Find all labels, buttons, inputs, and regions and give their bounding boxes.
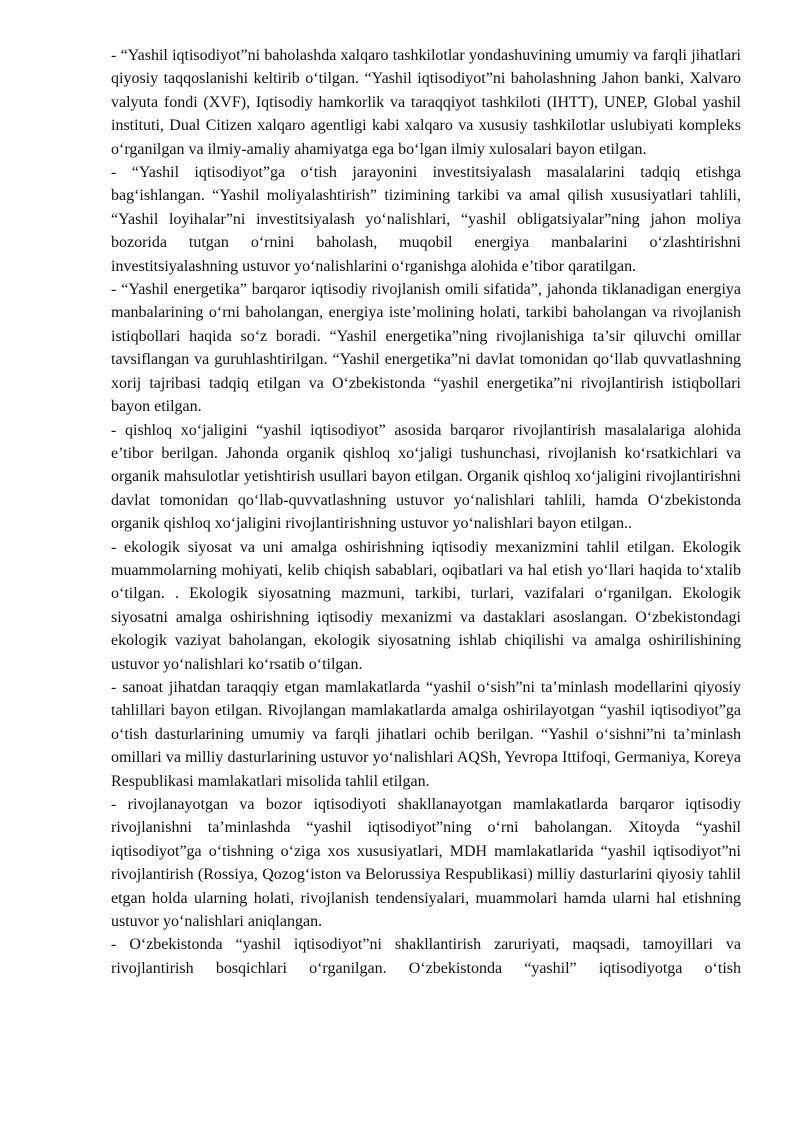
- paragraph-green-energy: - “Yashil energetika” barqaror iqtisodiy rivojlanish omili sifatida”, jahonda tiklanadigan energiya manbalarining o‘rni baholangan, energiya iste’molining holati, tarkibi baholangan va rivojlanish istiqbollari haqida so‘z boradi. “Yashil energetika”ning rivojlanishiga ta’sir qiluvchi omillar tavsiflangan va guruhlashtirilgan. “Yashil energetika”ni davlat tomonidan qo‘llab quvvatlashning xorij tajribasi tadqiq etilgan va O‘zbekistonda “yashil energetika”ni rivojlantirish istiqbollari bayon etilgan.: [111, 281, 741, 416]
- paragraph-developing-countries: - rivojlanayotgan va bozor iqtisodiyoti shakllanayotgan mamlakatlarda barqaror iqtisodiy rivojlanishni ta’minlashda “yashil iqtisodiyot”ning o‘rni baholangan. Xitoyda “yashil iqtisodiyot”ga o‘tishning o‘ziga xos xususiyatlari, MDH mamlakatlarida “yashil iqtisodiyot”ni rivojlantirish (Rossiya, Qozog‘iston va Belorussiya Respublikasi) milliy dasturlarini qiyosiy tahlil etgan holda ularning holati, rivojlanish tendensiyalari, muammolari hamda ularni hal etishning ustuvor yo‘nalishlari aniqlangan.: [111, 796, 741, 931]
- paragraph-green-economy-assessment: - “Yashil iqtisodiyot”ni baholashda xalqaro tashkilotlar yondashuvining umumiy va farqli jihatlari qiyosiy taqqoslanishi keltirib o‘tilgan. “Yashil iqtisodiyot”ni baholashning Jahon banki, Xalvaro valyuta fondi (XVF), Iqtisodiy hamkorlik va taraqqiyot tashkiloti (IHTT), UNEP, Global yashil instituti, Dual Citizen xalqaro agentligi kabi xalqaro va xususiy tashkilotlar uslubiyati kompleks o‘rganilgan va ilmiy-amaliy ahamiyatga ega bo‘lgan ilmiy xulosalari bayon etilgan.: [111, 47, 741, 158]
- paragraph-organic-agriculture: - qishloq xo‘jaligini “yashil iqtisodiyot” asosida barqaror rivojlantirish masalalariga alohida e’tibor berilgan. Jahonda organik qishloq xo‘jaligi tushunchasi, rivojlanish ko‘rsatkichlari va organik mahsulotlar yetishtirish usullari bayon etilgan. Organik qishloq xo‘jaligini rivojlantirishni davlat tomonidan qo‘llab-quvvatlashning ustuvor yo‘nalishlari tahlili, hamda O‘zbekistonda organik qishloq xo‘jaligini rivojlantirishning ustuvor yo‘nalishlari bayon etilgan..: [111, 421, 741, 533]
- paragraph-ecological-policy: - ekologik siyosat va uni amalga oshirishning iqtisodiy mexanizmini tahlil etilgan. Ekologik muammolarning mohiyati, kelib chiqish sabablari, oqibatlari va hal etish yo‘llari haqida to‘xtalib o‘tilgan. . Ekologik siyosatning mazmuni, tarkibi, turlari, vazifalari o‘rganilgan. Ekologik siyosatni amalga oshirishning iqtisodiy mexanizmi va dastaklari asoslangan. O‘zbekistondagi ekologik vaziyat baholangan, ekologik siyosatning ishlab chiqilishi va amalga oshirilishining ustuvor yo‘nalishlari ko‘rsatib o‘tilgan.: [111, 538, 741, 673]
- document-page: [111, 44, 741, 980]
- paragraph-developed-countries: - sanoat jihatdan taraqqiy etgan mamlakatlarda “yashil o‘sish”ni ta’minlash modellarini qiyosiy tahlillari bayon etilgan. Rivojlangan mamlakatlarda amalga oshirilayotgan “yashil iqtisodiyot”ga o‘tish dasturlarining umumiy va farqli jihatlari ochib berilgan. “Yashil o‘sishni”ni ta’minlash omillari va milliy dasturlarining ustuvor yo‘nalishlari AQSh, Yevropa Ittifoqi, Germaniya, Koreya Respublikasi mamlakatlari misolida tahlil etilgan.: [111, 678, 741, 790]
- paragraph-green-investment: - “Yashil iqtisodiyot”ga o‘tish jarayonini investitsiyalash masalalarini tadqiq etishga bag‘ishlangan. “Yashil moliyalashtirish” tizimining tarkibi va amal qilish xususiyatlari tahlili, “Yashil loyihalar”ni investitsiyalash yo‘nalishlari, “yashil obligatsiyalar”ning jahon moliya bozorida tutgan o‘rnini baholash, muqobil energiya manbalarini o‘zlashtirishni investitsiyalashning ustuvor yo‘nalishlarini o‘rganishga alohida e’tibor qaratilgan.: [111, 164, 741, 275]
- paragraph-uzbekistan-transition: - O‘zbekistonda “yashil iqtisodiyot”ni shakllantirish zaruriyati, maqsadi, tamoyillari va rivojlantirish bosqichlari o‘rganilgan. O‘zbekistonda “yashil” iqtisodiyotga o‘tish: [111, 936, 741, 977]
